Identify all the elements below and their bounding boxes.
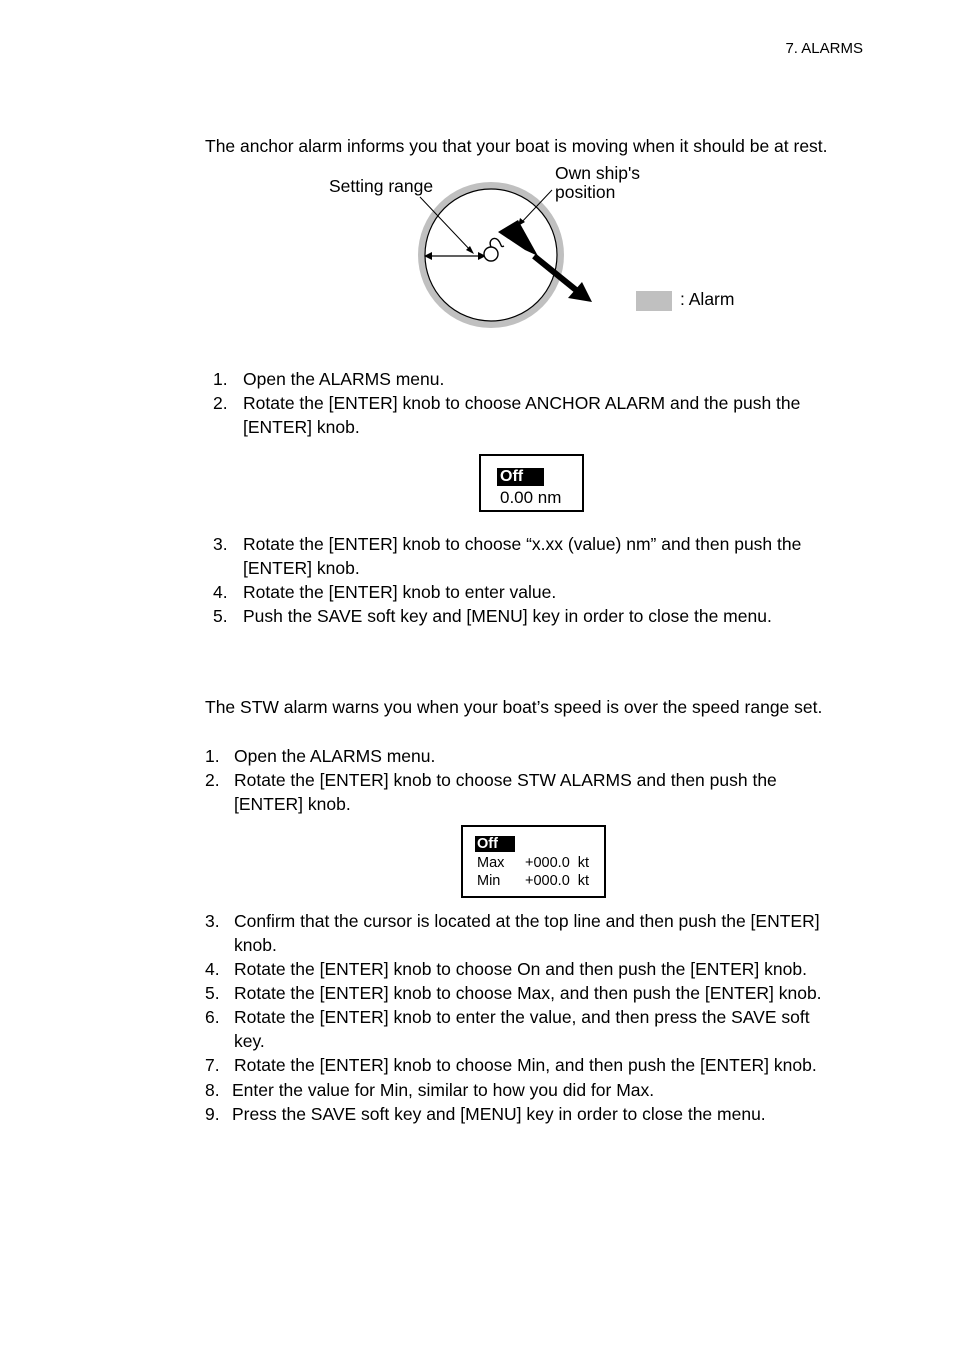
anchor-alarm-intro: The anchor alarm informs you that your boat is moving when it should be at rest.: [205, 136, 828, 156]
step-number: 5.: [213, 606, 228, 626]
max-value[interactable]: +000.0 kt: [525, 855, 590, 871]
step-text: Rotate the [ENTER] knob to enter value.: [243, 582, 557, 602]
list-item: [205, 1053, 865, 1077]
list-item: [205, 1078, 865, 1102]
step-text: Enter the value for Min, similar to how you did for Max.: [232, 1080, 655, 1100]
step-number: 3.: [213, 534, 228, 554]
step-text: Rotate the [ENTER] knob to enter the value, and then press the SAVE soft: [234, 1007, 810, 1027]
list-item: [213, 580, 853, 604]
list-item: [205, 1005, 865, 1053]
min-value[interactable]: +000.0 kt: [525, 873, 590, 889]
step-number: 2.: [205, 770, 220, 790]
step-text: Open the ALARMS menu.: [243, 369, 445, 389]
step-number: 1.: [213, 369, 228, 389]
step-number: 8.: [205, 1080, 220, 1100]
list-item: [213, 532, 853, 580]
menu-selected-option[interactable]: Off: [475, 836, 515, 852]
anchor-alarm-diagram: [320, 160, 760, 340]
step-text-continued: knob.: [234, 935, 277, 955]
step-text: Rotate the [ENTER] knob to choose “x.xx (value) nm” and then push the: [243, 534, 802, 554]
step-text: Rotate the [ENTER] knob to choose On and then push the [ENTER] knob.: [234, 959, 807, 979]
menu-selected-option[interactable]: Off: [497, 468, 544, 486]
step-text: Confirm that the cursor is located at the top line and then push the [ENTER]: [234, 911, 820, 931]
step-number: 9.: [205, 1104, 220, 1124]
step-number: 6.: [205, 1007, 220, 1027]
step-text: Rotate the [ENTER] knob to choose STW ALARMS and then push the: [234, 770, 777, 790]
step-number: 1.: [205, 746, 220, 766]
page-header-section: 7. ALARMS: [785, 40, 863, 57]
list-item: [213, 367, 853, 391]
step-number: 5.: [205, 983, 220, 1003]
list-item: [213, 391, 853, 439]
menu-range-value[interactable]: 0.00 nm: [500, 488, 562, 507]
step-number: 3.: [205, 911, 220, 931]
own-ship-label-line2: position: [555, 182, 616, 202]
step-text-continued: key.: [234, 1031, 265, 1051]
step-number: 7.: [205, 1055, 220, 1075]
anchor-steps-list-b: [213, 532, 853, 628]
anchor-point-icon: [484, 247, 498, 261]
step-text: Rotate the [ENTER] knob to choose Min, and then push the [ENTER] knob.: [234, 1055, 817, 1075]
stw-steps-list-a: [205, 744, 855, 816]
step-number: 4.: [213, 582, 228, 602]
min-label: Min: [477, 873, 501, 889]
list-item: [205, 1102, 865, 1126]
anchor-steps-list-a: [213, 367, 853, 439]
stw-alarm-menu-box: [461, 825, 606, 898]
list-item: [213, 604, 853, 628]
step-text: Push the SAVE soft key and [MENU] key in order to close the menu.: [243, 606, 772, 626]
step-text: Rotate the [ENTER] knob to choose ANCHOR ALARM and the push the: [243, 393, 801, 413]
step-text-continued: [ENTER] knob.: [243, 417, 360, 437]
step-number: 4.: [205, 959, 220, 979]
max-label: Max: [477, 855, 505, 871]
own-ship-label-line1: Own ship's: [555, 163, 641, 183]
step-text: Rotate the [ENTER] knob to choose Max, and then push the [ENTER] knob.: [234, 983, 822, 1003]
alarm-legend-swatch: [636, 291, 672, 311]
anchor-alarm-menu-box: [479, 454, 584, 512]
stw-steps-list-b: [205, 909, 865, 1126]
step-text: Open the ALARMS menu.: [234, 746, 436, 766]
list-item: [205, 981, 865, 1005]
list-item: [205, 909, 865, 957]
step-number: 2.: [213, 393, 228, 413]
stw-alarm-intro: The STW alarm warns you when your boat’s speed is over the speed range set.: [205, 697, 823, 717]
setting-range-label: Setting range: [329, 176, 434, 196]
list-item: [205, 768, 855, 816]
alarm-legend-label: : Alarm: [680, 289, 735, 309]
list-item: [205, 957, 865, 981]
step-text-continued: [ENTER] knob.: [234, 794, 351, 814]
list-item: [205, 744, 855, 768]
step-text-continued: [ENTER] knob.: [243, 558, 360, 578]
step-text: Press the SAVE soft key and [MENU] key in order to close the menu.: [232, 1104, 766, 1124]
